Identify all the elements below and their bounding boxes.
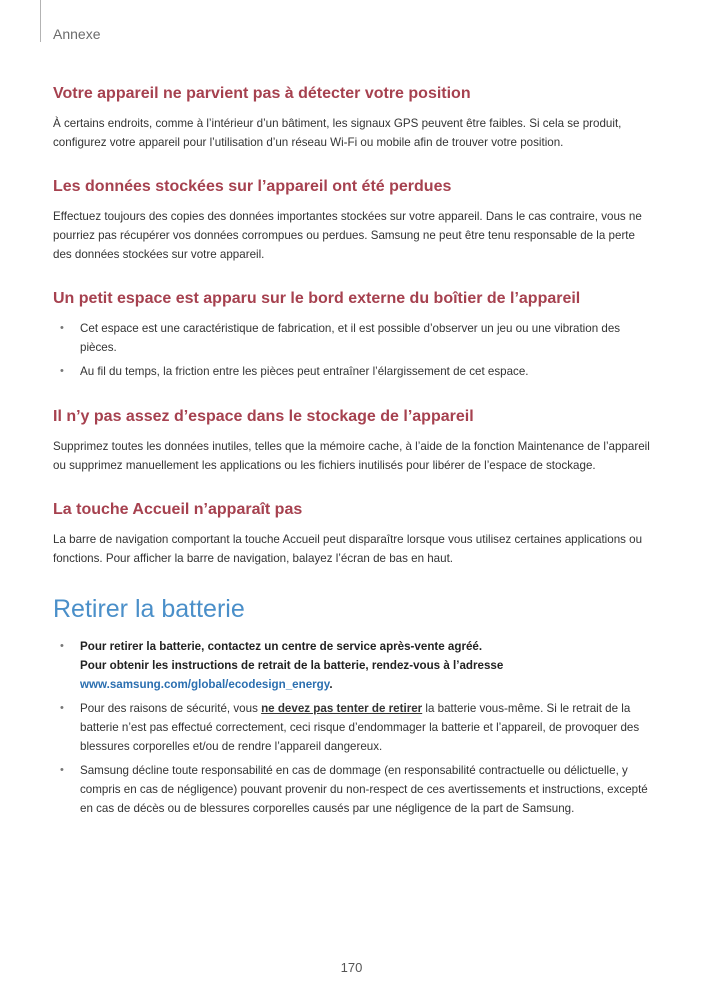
battery-bullet-list bbox=[53, 637, 653, 818]
battery-instructions-text: Pour obtenir les instructions de retrait de la batterie, rendez-vous à l’adresse bbox=[80, 659, 504, 672]
bullet-text: Au fil du temps, la friction entre les pièces peut entraîner l’élargissement de cet espace. bbox=[80, 365, 529, 378]
section-title-storage: Il n’y pas assez d’espace dans le stockage de l’appareil bbox=[53, 408, 474, 425]
section-title-gap: Un petit espace est apparu sur le bord externe du boîtier de l’appareil bbox=[53, 290, 581, 307]
section-body-data-lost: Effectuez toujours des copies des données importantes stockées sur votre appareil. Dans le cas contraire, vous ne pourriez pas récupérer vos données corrompues ou perdues. Samsung ne peut être tenu responsable de la perte des données stockées sur votre appareil. bbox=[53, 210, 642, 261]
bullet-marker: • bbox=[60, 702, 64, 714]
page-content bbox=[53, 84, 653, 844]
gap-bullet-list bbox=[53, 319, 653, 381]
section-body-location: À certains endroits, comme à l’intérieur d’un bâtiment, les signaux GPS peuvent être faibles. Si cela se produit, configurez votre appareil pour l’utilisation d’un réseau Wi-Fi ou mobile afin de trouver votre position. bbox=[53, 117, 622, 149]
list-item bbox=[53, 761, 653, 818]
safety-text-start: Pour des raisons de sécurité, vous bbox=[80, 702, 262, 715]
bullet-marker: • bbox=[60, 640, 64, 652]
safety-warning: ne devez pas tenter de retirer bbox=[261, 702, 423, 715]
section-title-home-key: La touche Accueil n’apparaît pas bbox=[53, 501, 303, 518]
ecodesign-link[interactable]: www.samsung.com/global/ecodesign_energy bbox=[80, 678, 330, 691]
section-title-location: Votre appareil ne parvient pas à détecter votre position bbox=[53, 85, 471, 102]
section-body-home-key: La barre de navigation comportant la touche Accueil peut disparaître lorsque vous utilisez certaines applications ou fonctions. Pour afficher la barre de navigation, balayez l’écran de bas en haut. bbox=[53, 533, 643, 565]
chapter-title-battery: Retirer la batterie bbox=[53, 595, 245, 623]
battery-contact-text: Pour retirer la batterie, contactez un centre de service après-vente agréé. bbox=[80, 640, 483, 653]
margin-rule bbox=[40, 0, 41, 42]
list-item bbox=[53, 637, 653, 694]
list-item bbox=[53, 362, 653, 381]
page-number: 170 bbox=[340, 960, 363, 975]
list-item bbox=[53, 699, 653, 756]
section-title-data-lost: Les données stockées sur l’appareil ont été perdues bbox=[53, 178, 452, 195]
list-item bbox=[53, 319, 653, 357]
bullet-marker: • bbox=[60, 322, 64, 334]
bullet-marker: • bbox=[60, 365, 64, 377]
running-header: Annexe bbox=[53, 26, 101, 42]
link-period: . bbox=[329, 678, 333, 691]
section-body-storage: Supprimez toutes les données inutiles, telles que la mémoire cache, à l’aide de la fonction Maintenance de l’appareil ou supprimez manuellement les applications ou les fichiers inutilisés pour libérer de l’espace de stockage. bbox=[53, 440, 650, 472]
liability-text: Samsung décline toute responsabilité en cas de dommage (en responsabilité contractuelle ou délictuelle, y compris en cas de négligence) pouvant provenir du non-respect de ces avertissements et instructions, excepté en cas de décès ou de blessures corporelles causés par une négligence de la part de Samsung. bbox=[80, 764, 648, 815]
bullet-text: Cet espace est une caractéristique de fabrication, et il est possible d’observer un jeu ou une vibration des pièces. bbox=[80, 322, 621, 354]
safety-text-end: la batterie vous-même. Si le retrait de la batterie n’est pas effectué correctement, ceci risque d’endommager la batterie et l’appareil, de provoquer des blessures corporelles et/ou de rendre l’appareil dangereux. bbox=[80, 702, 640, 753]
bullet-marker: • bbox=[60, 764, 64, 776]
